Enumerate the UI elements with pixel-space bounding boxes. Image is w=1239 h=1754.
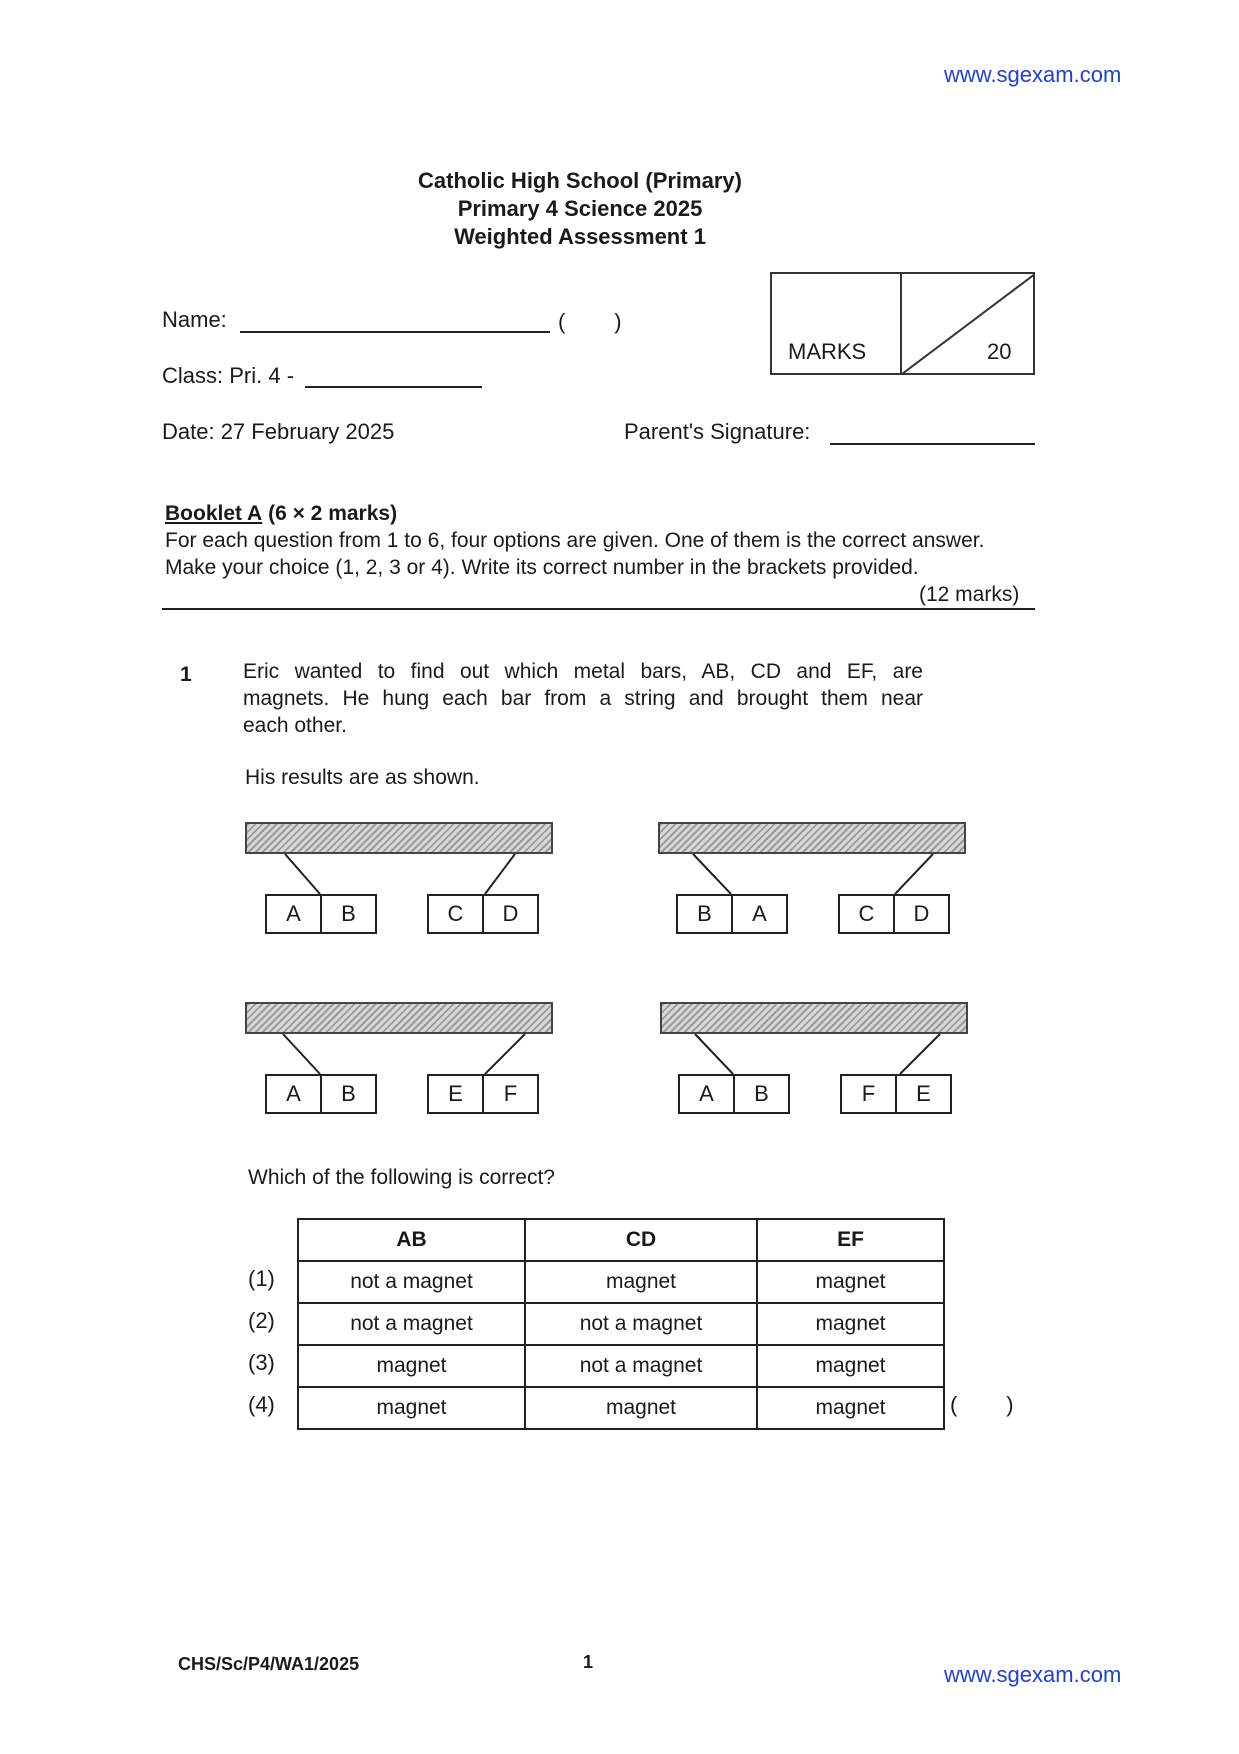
hanging-strings <box>245 822 555 902</box>
bar-ba <box>676 894 788 934</box>
bar-ab <box>265 894 377 934</box>
results-text: His results are as shown. <box>245 766 480 789</box>
table-cell: magnet <box>298 1345 525 1387</box>
table-row <box>298 1303 944 1345</box>
table-cell: magnet <box>757 1345 944 1387</box>
option-number-3[interactable]: (3) <box>248 1350 275 1375</box>
pole-label: D <box>913 901 930 926</box>
section-divider <box>162 608 1035 610</box>
booklet-title: Booklet A <box>165 502 263 525</box>
table-cell: magnet <box>757 1303 944 1345</box>
table-cell: magnet <box>298 1387 525 1429</box>
bar-ab <box>678 1074 790 1114</box>
option-number-4[interactable]: (4) <box>248 1392 275 1417</box>
booklet-total-marks: (12 marks) <box>919 583 1020 606</box>
option-number-2[interactable]: (2) <box>248 1308 275 1333</box>
table-cell: not a magnet <box>525 1303 757 1345</box>
marks-total: 20 <box>987 339 1012 364</box>
col-header-ab: AB <box>298 1219 525 1261</box>
question-text-1: Eric wanted to find out which metal bars, AB, CD and EF, are <box>243 660 923 683</box>
bar-cd <box>838 894 950 934</box>
date-label: Date: 27 February 2025 <box>162 419 395 444</box>
name-label: Name: <box>162 307 227 332</box>
bar-ef <box>427 1074 539 1114</box>
hanging-strings <box>658 822 968 902</box>
signature-field[interactable] <box>830 443 1035 445</box>
pole-label: C <box>840 896 895 932</box>
pole-label: B <box>341 901 356 926</box>
marks-diagonal <box>902 274 1035 374</box>
subject-title: Primary 4 Science 2025 <box>457 196 703 221</box>
table-cell: magnet <box>757 1387 944 1429</box>
signature-label: Parent's Signature: <box>624 419 811 444</box>
pole-label: B <box>341 1081 356 1106</box>
pole-label: A <box>267 1076 322 1112</box>
bar-fe <box>840 1074 952 1114</box>
table-cell: magnet <box>525 1387 757 1429</box>
pole-label: E <box>429 1076 484 1112</box>
answer-bracket[interactable]: ( ) <box>950 1392 1014 1417</box>
paper-code: CHS/Sc/P4/WA1/2025 <box>178 1654 360 1674</box>
pole-label: B <box>678 896 733 932</box>
table-row <box>298 1387 944 1429</box>
site-link-bottom[interactable]: www.sgexam.com <box>944 1662 1122 1687</box>
booklet-instruction-2: Make your choice (1, 2, 3 or 4). Write its correct number in the brackets provided. <box>165 556 919 579</box>
pole-label: A <box>267 896 322 932</box>
page-number: 1 <box>583 1652 594 1672</box>
bar-ab <box>265 1074 377 1114</box>
booklet-marks-info: (6 × 2 marks) <box>268 502 398 525</box>
pole-label: F <box>842 1076 897 1112</box>
hanging-strings <box>245 1002 555 1082</box>
pole-label: A <box>752 901 767 926</box>
pole-label: B <box>754 1081 769 1106</box>
table-cell: magnet <box>525 1261 757 1303</box>
bar-cd <box>427 894 539 934</box>
question-text-3: each other. <box>243 714 347 737</box>
class-label: Class: Pri. 4 - <box>162 363 295 388</box>
options-table <box>297 1218 945 1430</box>
pole-label: F <box>503 1081 518 1106</box>
table-cell: magnet <box>757 1261 944 1303</box>
table-cell: not a magnet <box>298 1303 525 1345</box>
hanging-strings <box>660 1002 970 1082</box>
question-prompt: Which of the following is correct? <box>248 1166 555 1189</box>
marks-box <box>770 272 1035 375</box>
school-name: Catholic High School (Primary) <box>418 168 742 193</box>
table-header-row <box>298 1219 944 1261</box>
site-link-top[interactable]: www.sgexam.com <box>944 62 1122 87</box>
table-cell: not a magnet <box>525 1345 757 1387</box>
table-row <box>298 1261 944 1303</box>
register-number-bracket: ( ) <box>558 309 622 334</box>
booklet-heading <box>165 502 397 526</box>
booklet-instruction-1: For each question from 1 to 6, four options are given. One of them is the correct answer. <box>165 529 985 552</box>
class-field[interactable] <box>305 386 482 388</box>
pole-label: E <box>916 1081 931 1106</box>
pole-label: C <box>429 896 484 932</box>
question-text-2: magnets. He hung each bar from a string and brought them near <box>243 687 923 710</box>
table-cell: not a magnet <box>298 1261 525 1303</box>
marks-label: MARKS <box>788 339 867 364</box>
col-header-ef: EF <box>757 1219 944 1261</box>
pole-label: D <box>502 901 519 926</box>
question-number: 1 <box>180 663 192 686</box>
assessment-title: Weighted Assessment 1 <box>454 224 706 249</box>
col-header-cd: CD <box>525 1219 757 1261</box>
option-number-1[interactable]: (1) <box>248 1266 275 1291</box>
pole-label: A <box>680 1076 735 1112</box>
name-field[interactable] <box>240 331 550 333</box>
table-row <box>298 1345 944 1387</box>
